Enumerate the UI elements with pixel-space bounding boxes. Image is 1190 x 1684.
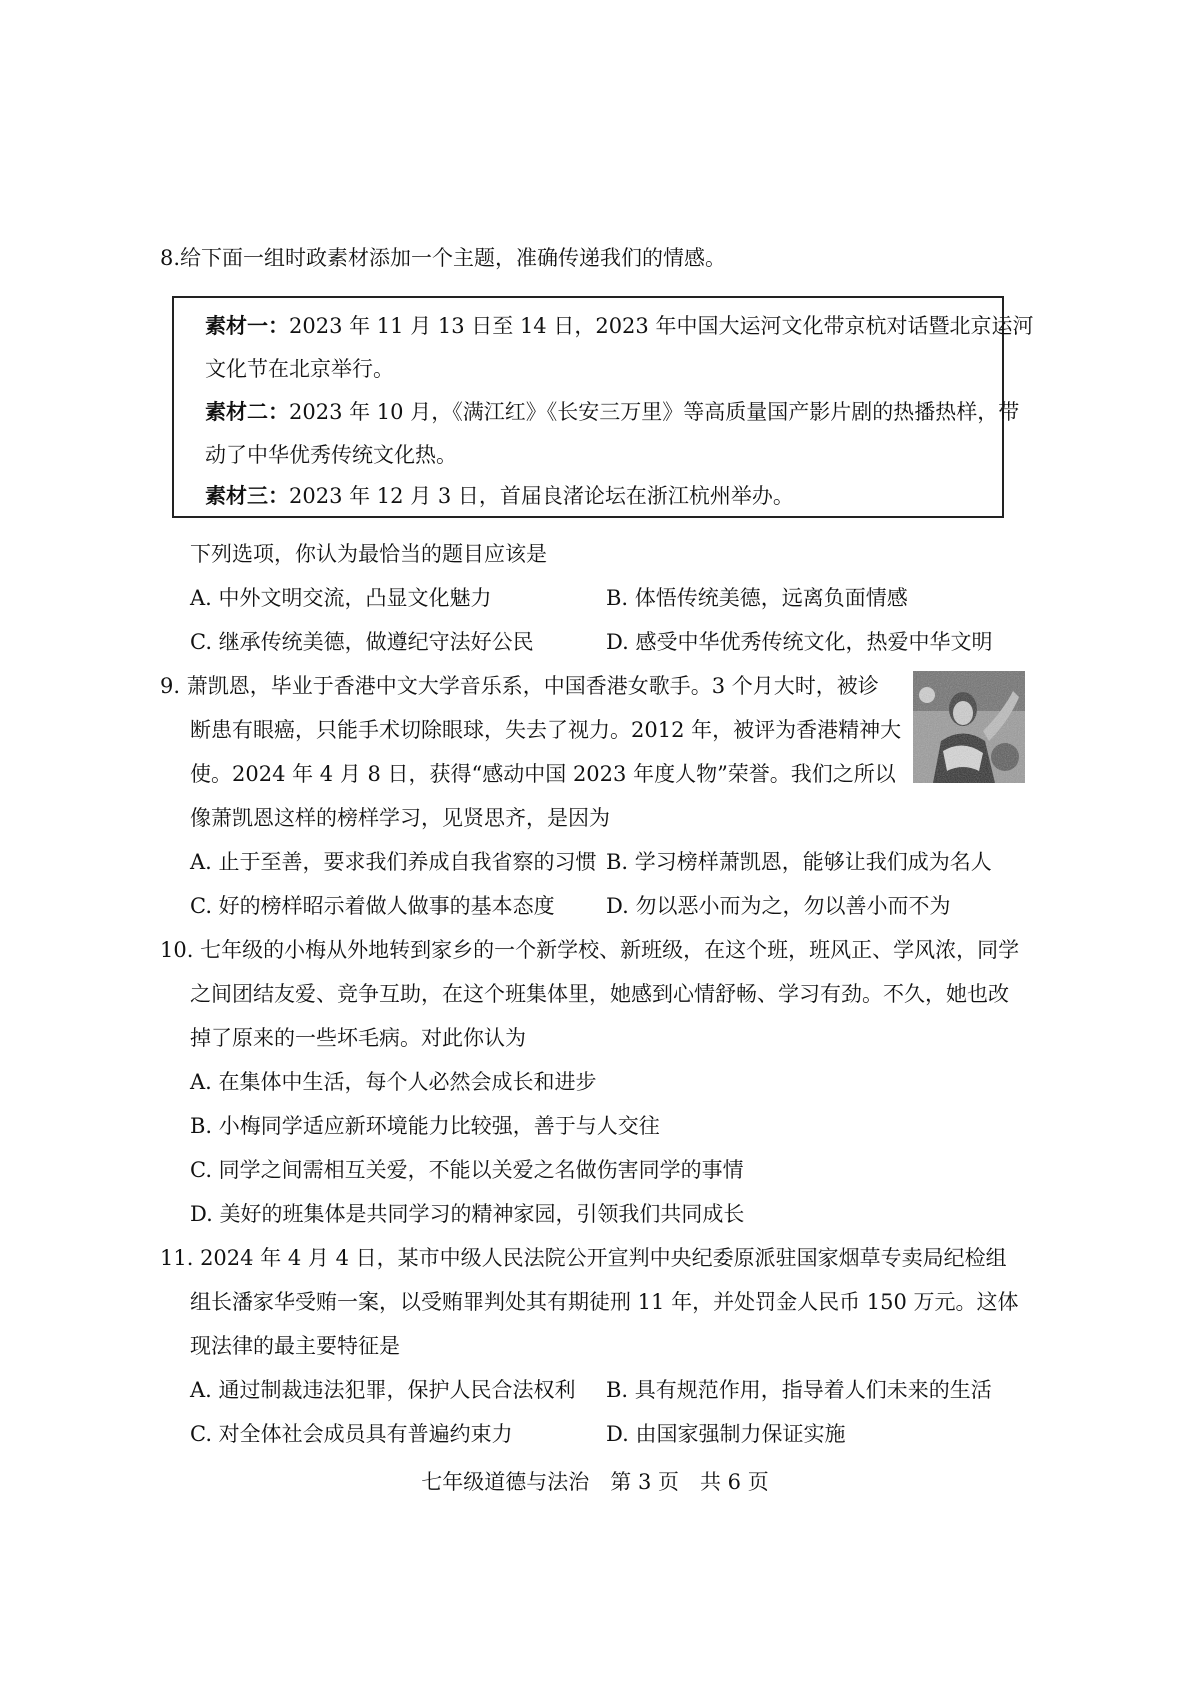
q9-line1: 9. 萧凯恩，毕业于香港中文大学音乐系，中国香港女歌手。3 个月大时，被诊	[160, 674, 879, 698]
q10-option-a: A. 在集体中生活，每个人必然会成长和进步	[190, 1070, 597, 1094]
q10-line2: 之间团结友爱、竞争互助，在这个班集体里，她感到心情舒畅、学习有劲。不久，她也改	[190, 982, 1009, 1006]
singer-photo	[913, 671, 1025, 783]
material-3-text: 2023 年 12 月 3 日，首届良渚论坛在浙江杭州举办。	[289, 484, 794, 508]
q8-option-b: B. 体悟传统美德，远离负面情感	[606, 586, 908, 610]
q11-option-b: B. 具有规范作用，指导着人们未来的生活	[606, 1378, 992, 1402]
material-2-text: 2023 年 10 月，《满江红》《长安三万里》等高质量国产影片剧的热播热样，带	[289, 400, 1020, 424]
q8-option-d: D. 感受中华优秀传统文化，热爱中华文明	[606, 630, 993, 654]
q11-line1: 11. 2024 年 4 月 4 日，某市中级人民法院公开宣判中央纪委原派驻国家烟草专卖局纪检组	[160, 1246, 1007, 1270]
q9-line3: 使。2024 年 4 月 8 日，获得“感动中国 2023 年度人物”荣誉。我们之所以	[190, 762, 896, 786]
q11-line3: 现法律的最主要特征是	[190, 1334, 400, 1358]
q9-option-a: A. 止于至善，要求我们养成自我省察的习惯	[190, 850, 597, 874]
q10-option-c: C. 同学之间需相互关爱，不能以关爱之名做伤害同学的事情	[190, 1158, 744, 1182]
q9-line2: 断患有眼癌，只能手术切除眼球，失去了视力。2012 年，被评为香港精神大	[190, 718, 902, 742]
material-3-label: 素材三：	[205, 483, 289, 508]
material-2-line2: 动了中华优秀传统文化热。	[205, 443, 457, 467]
material-1-line1	[205, 312, 1033, 340]
q10-line1: 10. 七年级的小梅从外地转到家乡的一个新学校、新班级，在这个班，班风正、学风浓，同学	[160, 938, 1020, 962]
q8-question: 下列选项，你认为最恰当的题目应该是	[190, 542, 547, 566]
q8-stem: 8.给下面一组时政素材添加一个主题，准确传递我们的情感。	[160, 246, 727, 270]
q11-option-c-visible: C. 对全体社会成员具有普遍约束力	[190, 1422, 513, 1446]
q8-option-a: A. 中外文明交流，凸显文化魅力	[190, 586, 492, 610]
q8-option-c: C. 继承传统美德，做遵纪守法好公民	[190, 630, 534, 654]
material-2-line1	[205, 398, 1019, 426]
page-footer: 七年级道德与法治 第 3 页 共 6 页	[421, 1470, 769, 1494]
q10-option-b: B. 小梅同学适应新环境能力比较强，善于与人交往	[190, 1114, 660, 1138]
q11-option-d: D. 由国家强制力保证实施	[606, 1422, 846, 1446]
q9-line4: 像萧凯恩这样的榜样学习，见贤思齐，是因为	[190, 806, 610, 830]
material-2-label: 素材二：	[205, 399, 289, 424]
q9-option-b: B. 学习榜样萧凯恩，能够让我们成为名人	[606, 850, 992, 874]
material-1-text: 2023 年 11 月 13 日至 14 日，2023 年中国大运河文化带京杭对话暨北京运河	[289, 314, 1034, 338]
q9-option-d: D. 勿以恶小而为之，勿以善小而不为	[606, 894, 951, 918]
q10-option-d: D. 美好的班集体是共同学习的精神家园，引领我们共同成长	[190, 1202, 745, 1226]
material-1-label: 素材一：	[205, 313, 289, 338]
q11-option-a: A. 通过制裁违法犯罪，保护人民合法权利	[190, 1378, 576, 1402]
material-1-line2: 文化节在北京举行。	[205, 357, 394, 381]
material-3-line1	[205, 482, 794, 510]
q9-option-c: C. 好的榜样昭示着做人做事的基本态度	[190, 894, 555, 918]
q11-line2: 组长潘家华受贿一案，以受贿罪判处其有期徒刑 11 年，并处罚金人民币 150 万元。这体	[190, 1290, 1019, 1314]
q10-line3: 掉了原来的一些坏毛病。对此你认为	[190, 1026, 526, 1050]
